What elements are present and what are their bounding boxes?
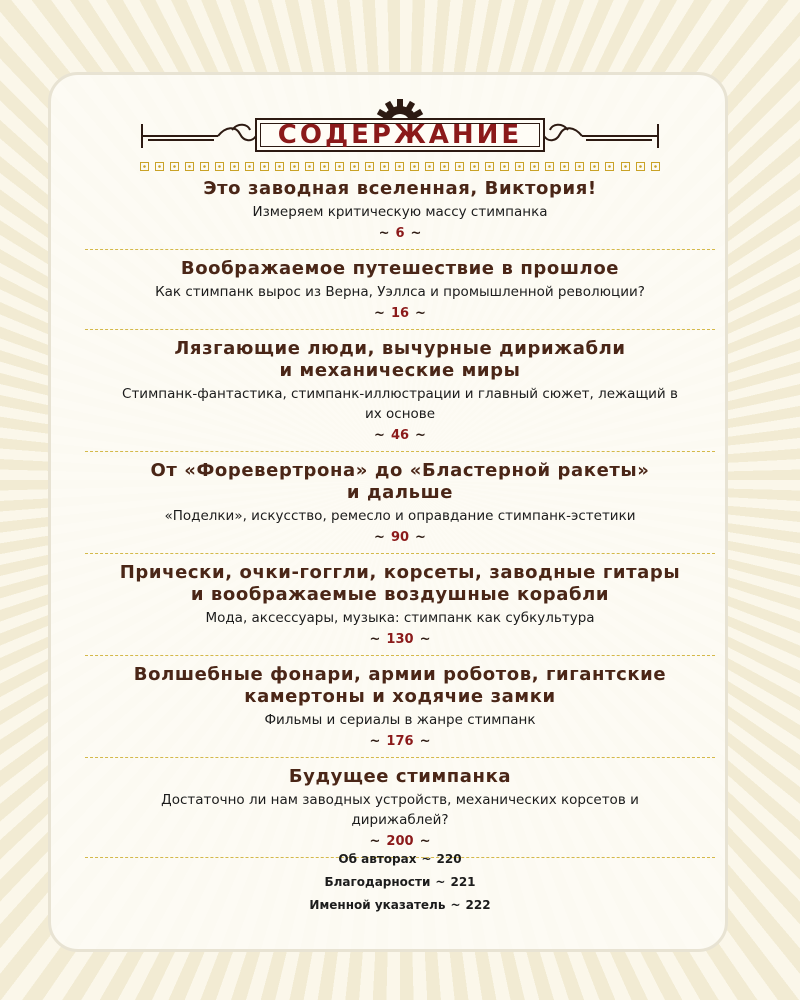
pattern-tile [500, 162, 509, 171]
dash-glyph: ~ [415, 428, 426, 443]
dashed-divider [85, 757, 715, 758]
back-matter-item[interactable] [0, 871, 800, 894]
title-line: Лязгающие люди, вычурные дирижабли [174, 338, 626, 359]
toc-entry[interactable] [60, 338, 740, 445]
page-number: 6 [395, 226, 405, 241]
dash-glyph: ~ [415, 530, 426, 545]
toc-entry[interactable] [60, 766, 740, 851]
title-ornament [140, 116, 660, 156]
pattern-tile [590, 162, 599, 171]
back-matter-item[interactable] [0, 894, 800, 917]
subtitle-line: «Поделки», искусство, ремесло и оправдание стимпанк-эстетики [164, 508, 636, 524]
dashed-divider [85, 249, 715, 250]
pattern-tile [575, 162, 584, 171]
toc-entry-page[interactable] [60, 631, 740, 649]
toc-entry-title[interactable] [60, 766, 740, 788]
toc-entry-subtitle [60, 202, 740, 222]
pattern-tile [140, 162, 149, 171]
toc-entry-subtitle [60, 608, 740, 628]
dash-glyph: ~ [415, 306, 426, 321]
toc-entry-page[interactable] [60, 733, 740, 751]
dash-glyph: ~ [374, 530, 385, 545]
page-number: 222 [465, 898, 491, 912]
pattern-tile [425, 162, 434, 171]
toc-entry-page[interactable] [60, 305, 740, 323]
pattern-tile [275, 162, 284, 171]
title-line: камертоны и ходячие замки [244, 686, 556, 707]
pattern-tile [200, 162, 209, 171]
toc-entry-title[interactable] [60, 338, 740, 382]
title-line: От «Форевертрона» до «Бластерной ракеты» [150, 460, 650, 481]
dash-glyph: ~ [421, 852, 432, 866]
pattern-tile [605, 162, 614, 171]
dash-glyph: ~ [369, 834, 381, 849]
pattern-tile [245, 162, 254, 171]
dash-glyph: ~ [410, 226, 422, 241]
pattern-tile [470, 162, 479, 171]
toc-entry-title[interactable] [60, 664, 740, 708]
back-matter-label: Именной указатель [309, 898, 446, 912]
dash-glyph: ~ [369, 632, 381, 647]
pattern-tile [305, 162, 314, 171]
header [0, 96, 800, 156]
title-line: Волшебные фонари, армии роботов, гигантские [133, 664, 667, 685]
pattern-tile [350, 162, 359, 171]
toc-entry-title[interactable] [60, 562, 740, 606]
page-number: 220 [436, 852, 462, 866]
pattern-tile [485, 162, 494, 171]
pattern-tile [651, 162, 660, 171]
pattern-tile [290, 162, 299, 171]
pattern-tile [515, 162, 524, 171]
pattern-tile [455, 162, 464, 171]
title-line: Это заводная вселенная, Виктория! [203, 178, 597, 199]
pattern-tile [621, 162, 630, 171]
subtitle-line: Фильмы и сериалы в жанре стимпанк [264, 712, 536, 728]
pattern-tile [230, 162, 239, 171]
subtitle-line: Стимпанк-фантастика, стимпанк-иллюстрации и главный сюжет, лежащий в [122, 386, 678, 402]
dashed-divider [85, 329, 715, 330]
toc-entry-title[interactable] [60, 258, 740, 280]
toc-entry-subtitle [60, 790, 740, 830]
pattern-tile [410, 162, 419, 171]
title-line: Воображаемое путешествие в прошлое [180, 258, 620, 279]
dash-glyph: ~ [378, 226, 390, 241]
pattern-tile [365, 162, 374, 171]
pattern-tile [320, 162, 329, 171]
toc-entry-page[interactable] [60, 225, 740, 243]
page-title: СОДЕРЖАНИЕ [277, 120, 523, 150]
decorative-pattern [140, 162, 660, 174]
pattern-tile [215, 162, 224, 171]
page-number: 200 [386, 834, 414, 849]
pattern-tile [530, 162, 539, 171]
pattern-tile [636, 162, 645, 171]
pattern-tile [395, 162, 404, 171]
dash-glyph: ~ [419, 734, 431, 749]
title-line: Прически, очки-гоггли, корсеты, заводные гитары [119, 562, 681, 583]
dash-glyph: ~ [419, 632, 431, 647]
toc-entry-subtitle [60, 282, 740, 302]
dash-glyph: ~ [435, 875, 446, 889]
toc-entry[interactable] [60, 664, 740, 751]
toc-entry-subtitle [60, 710, 740, 730]
pattern-tile [380, 162, 389, 171]
pattern-tile [545, 162, 554, 171]
page-number: 16 [390, 306, 410, 321]
toc-entry-title[interactable] [60, 178, 740, 200]
toc-entry[interactable] [60, 460, 740, 547]
subtitle-line: Мода, аксессуары, музыка: стимпанк как субкультура [205, 610, 595, 626]
dash-glyph: ~ [369, 734, 381, 749]
page-number: 221 [450, 875, 476, 889]
pattern-tile [440, 162, 449, 171]
dashed-divider [85, 553, 715, 554]
dash-glyph: ~ [450, 898, 461, 912]
title-line: Будущее стимпанка [288, 766, 512, 787]
page-number: 130 [386, 632, 414, 647]
back-matter [0, 848, 800, 917]
toc-entry[interactable] [60, 562, 740, 649]
pattern-tile [335, 162, 344, 171]
title-line: и механические миры [279, 360, 521, 381]
toc-entry-page[interactable] [60, 529, 740, 547]
subtitle-line: дирижаблей? [351, 812, 449, 828]
subtitle-line: Достаточно ли нам заводных устройств, механических корсетов и [161, 792, 639, 808]
pattern-tile [560, 162, 569, 171]
page-number: 46 [390, 428, 410, 443]
dashed-divider [85, 451, 715, 452]
pattern-tile [170, 162, 179, 171]
subtitle-line: Измеряем критическую массу стимпанка [252, 204, 548, 220]
page-number: 176 [386, 734, 414, 749]
back-matter-label: Об авторах [338, 852, 417, 866]
title-line: и воображаемые воздушные корабли [190, 584, 610, 605]
title-line: и дальше [346, 482, 454, 503]
subtitle-line: их основе [364, 406, 436, 422]
toc-list [60, 178, 740, 866]
toc-entry-page[interactable] [60, 427, 740, 445]
pattern-tile [155, 162, 164, 171]
dash-glyph: ~ [419, 834, 431, 849]
toc-entry[interactable] [60, 258, 740, 323]
dashed-divider [85, 655, 715, 656]
toc-entry-subtitle [60, 384, 740, 424]
dash-glyph: ~ [374, 306, 385, 321]
page-number: 90 [390, 530, 410, 545]
subtitle-line: Как стимпанк вырос из Верна, Уэллса и промышленной революции? [155, 284, 645, 300]
toc-entry-subtitle [60, 506, 740, 526]
title-box [255, 118, 545, 152]
toc-entry[interactable] [60, 178, 740, 243]
pattern-tile [260, 162, 269, 171]
dash-glyph: ~ [374, 428, 385, 443]
back-matter-label: Благодарности [324, 875, 431, 889]
back-matter-item[interactable] [0, 848, 800, 871]
toc-entry-title[interactable] [60, 460, 740, 504]
pattern-tile [185, 162, 194, 171]
